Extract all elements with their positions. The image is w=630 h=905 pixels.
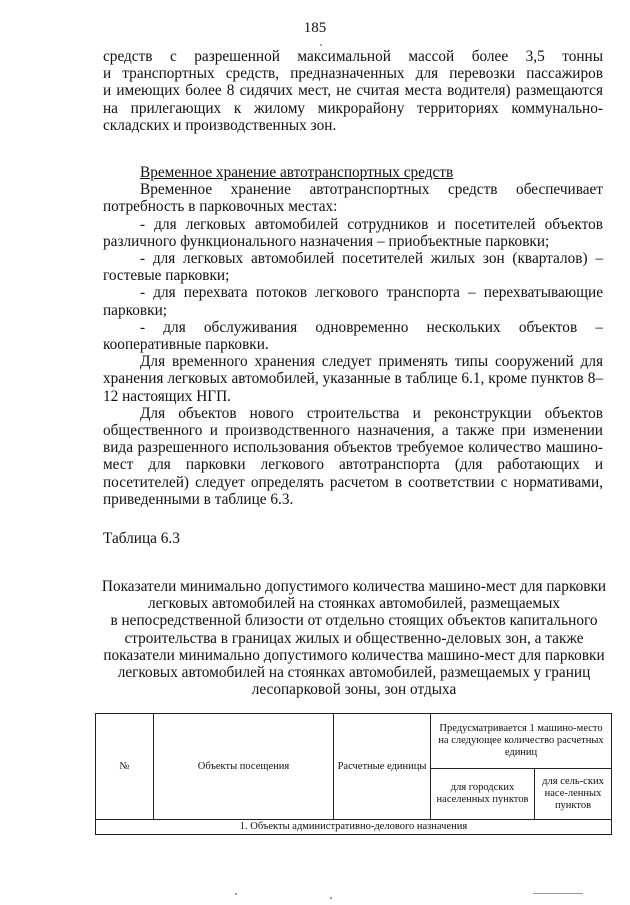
intro-line: на прилегающих к жилому микрорайону территориях коммунально- [103,99,603,117]
header-group: Предусматривается 1 машино-место на следующее количество расчетных единиц [431,714,612,769]
parking-table [95,713,612,835]
section-row: 1. Объекты административно-делового назначения [96,820,612,835]
table-title-line: строительства в границах жилых и общественно-деловых зон, а также [124,629,584,647]
intro-line: и транспортных средств, предназначенных для перевозки пассажиров [103,65,603,83]
body-text [103,164,603,508]
list-item: - для обслуживания одновременно нескольких объектов – кооперативные парковки. [103,318,603,354]
scan-line [533,893,583,894]
header-number: № [96,714,154,820]
list-item: - для легковых автомобилей сотрудников и посетителей объектов различного функционального назначения – приобъектные парковки; [103,215,603,250]
list-item: - для перехвата потоков легкового транспорта – перехватывающие парковки; [103,284,603,319]
table-title-line: легковых автомобилей на стоянках автомобилей, размещаемых у границ [117,664,591,682]
header-urban: для городских населенных пунктов [431,769,535,820]
scan-dot [330,897,332,899]
page-number: 185 [303,20,327,36]
paragraph: Временное хранение автотранспортных средств обеспечивает потребность в парковочных местах: [103,181,603,216]
table-title-line: легковых автомобилей на стоянках автомобилей, размещаемых [147,595,560,613]
paragraph: Для временного хранения следует применять типы сооружений для хранения легковых автомобилей, указанные в таблице 6.1, кроме пунктов 8–12 настоящих НГП. [103,353,603,405]
table-label: Таблица 6.3 [103,530,180,547]
header-objects: Объекты посещения [154,714,334,820]
section-heading: Временное хранение автотранспортных средств [140,164,454,181]
header-rural: для сель-ских насе-ленных пунктов [535,769,612,820]
table-title [92,578,616,698]
scan-dot [235,893,237,895]
scan-dot [320,44,322,46]
intro-line: складских и производственных зон. [103,116,337,134]
intro-line: средств с разрешенной максимальной массой более 3,5 тонны [103,48,603,65]
intro-line: и имеющих более 8 сидячих мест, не считая места водителя) размещаются [103,82,603,100]
table-title-line: лесопарковой зоны, зон отдыха [251,681,457,699]
table-title-line: в непосредственной близости от отдельно стоящих объектов капитального [110,612,598,630]
list-item: - для легковых автомобилей посетителей жилых зон (кварталов) – гостевые парковки; [103,250,603,285]
table-title-line: показатели минимально допустимого количества машино-мест для парковки [103,646,605,664]
header-units: Расчетные единицы [334,714,431,820]
table-title-line: Показатели минимально допустимого количества машино-мест для парковки [101,578,607,595]
intro-paragraph [103,48,603,134]
paragraph: Для объектов нового строительства и реконструкции объектов общественного и производственного назначения, а также при изменении вида разрешенного использования объектов требуемое количество машино-мест для парковки легкового автотранспорта (для работающих и посетителей) следует определять расчетом в соответствии с нормативами, приведенными в таблице 6.3. [103,404,603,508]
